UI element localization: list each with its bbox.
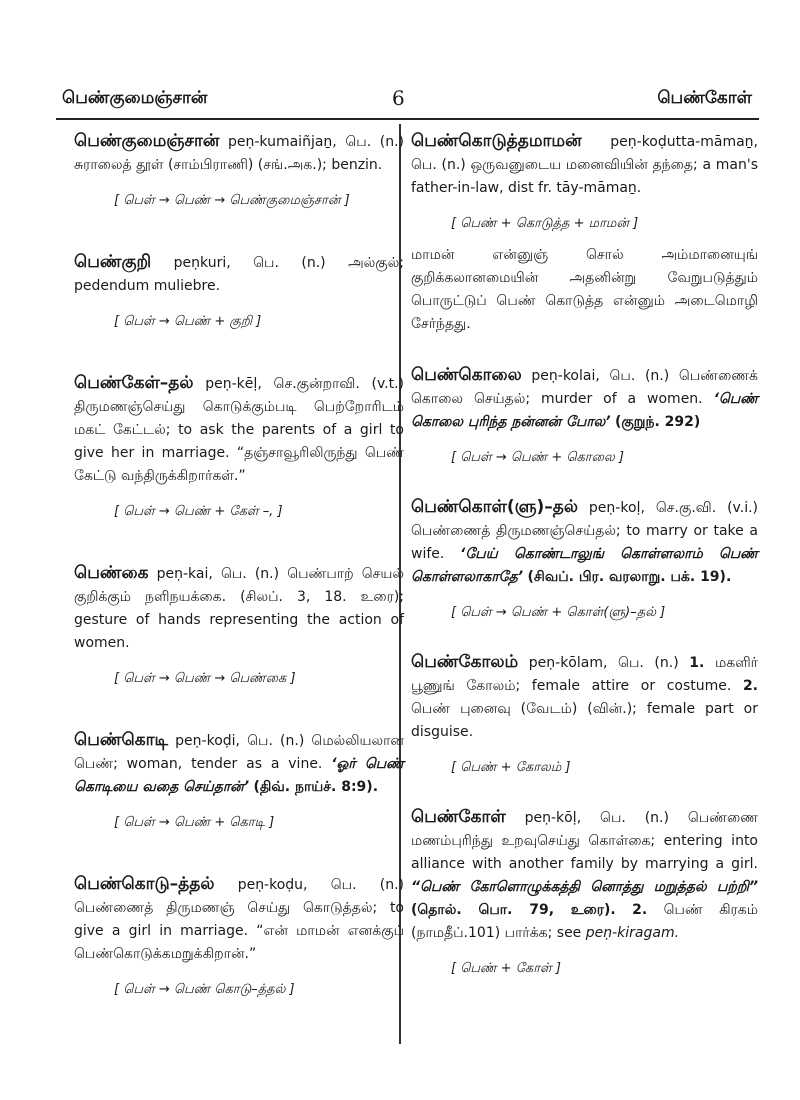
page-number: 6 [392, 86, 405, 110]
definition: பெ. (n.) ஒருவனுடைய மனைவியின் தந்தை; a man's father-in-law, dist fr. tāy-māmaṉ. [411, 157, 758, 196]
transliteration: peṇ-kōḷ, [524, 810, 582, 826]
quotation: ‘பேய் கொண்டாலுங் கொள்ளலாம் பெண் கொள்ளலாகாதே’ [411, 546, 758, 585]
dictionary-entry [74, 251, 404, 332]
header-guide-word-left: பெண்குமைஞ்சான் [62, 88, 208, 108]
entry-text [411, 364, 758, 434]
headword: பெண்கொடு–த்தல் [74, 874, 215, 894]
dictionary-entry [74, 130, 404, 211]
transliteration: peṇ-koḍutta-māmaṉ, [610, 134, 758, 150]
entry-text [74, 130, 404, 177]
definition: பெ. (n.) மெல்லியலான பெண்; woman, tender as a vine. [74, 733, 404, 772]
dictionary-entry [74, 562, 404, 689]
etymology: [ பெண் + கோலம் ] [451, 760, 571, 775]
entry-text [411, 496, 758, 589]
sense-number: 1. [689, 655, 705, 671]
definition: பெண் புனைவு (வேடம்) (வின்.); female part or disguise. [411, 701, 758, 740]
header-guide-word-right: பெண்கோள் [657, 88, 752, 108]
sense-number: 2. [742, 678, 758, 694]
etymology: [ பெள் → பெண் + குறி ] [114, 314, 262, 329]
etymology: [ பெள் → பெண் + கொடி ] [114, 815, 275, 830]
dictionary-entry [411, 806, 758, 979]
quotation: ‘ஓர் பெண் கொடியை வதை செய்தான்’ [74, 756, 405, 795]
headword: பெண்குறி [74, 252, 152, 272]
entry-text [74, 372, 404, 488]
dictionary-entry [74, 873, 404, 1000]
dictionary-entry [74, 372, 404, 522]
etymology: [ பெள் → பெண் கொடு–த்தல் ] [114, 982, 295, 997]
citation-source: (குறுந். 292) [615, 414, 701, 430]
headword: பெண்கொடி [74, 730, 169, 750]
etymology: [ பெண் + கோள் ] [451, 961, 561, 976]
definition: பெ. (n.) பெண்ணை மணம்புரிந்து உறவுசெய்து கொள்கை; entering into alliance with another family by marrying a girl. [411, 810, 759, 872]
left-column [74, 130, 404, 1000]
definition-prefix: பெ. (n.) [618, 655, 690, 671]
definition: பெ. (n.) பெண்பாற் செயல் குறிக்கும் நளிநயக்கை. (சிலப். 3, 18. உரை); gesture of hands representing the action of women. [74, 566, 404, 651]
dictionary-entry [411, 364, 758, 468]
entry-text [411, 806, 758, 945]
definition: மகளிர் பூணுங் கோலம்; female attire or costume. [411, 655, 758, 694]
etymology: [ பெள் → பெண் → பெண்கை ] [114, 671, 296, 686]
definition: பெ. (n.) சுராலைத் தூள் (சாம்பிராணி) (சங்.அக.); benzin. [74, 134, 405, 173]
dictionary-entry [74, 729, 404, 833]
transliteration: peṇ-koḍu, [237, 877, 308, 893]
entry-text [74, 873, 404, 966]
etymology: [ பெள் → பெண் → பெண்குமைஞ்சான் ] [114, 193, 350, 208]
definition: பெ. (n.) பெண்ணைத் திருமணஞ் செய்து கொடுத்தல்; to give a girl in marriage. “என் மாமன் எனக்குப் பெண்கொடுக்கமறுக்கிறான்.” [74, 877, 405, 962]
dictionary-entry [411, 651, 758, 778]
quotation: “பெண் கோளொழுக்கத்தி னொத்து மறுத்தல் பற்றி” [411, 879, 758, 895]
transliteration: peṇ-koḍi, [175, 733, 240, 749]
transliteration: peṇ-kōlam, [528, 655, 608, 671]
headword: பெண்கொலை [411, 365, 522, 385]
headword: பெண்கொடுத்தமாமன் [411, 131, 582, 151]
sense-number: 2. [632, 902, 648, 918]
usage-note: மாமன் என்னுஞ் சொல் அம்மானையுங் குறிக்கலானமையின் அதனின்று வேறுபடுத்தும் பொருட்டுப் பெண் கொடுத்த என்னும் அடைமொழி சேர்ந்தது. [411, 247, 758, 332]
transliteration: peṇ-koḷ, [588, 500, 645, 516]
quotation: ‘பெண் கொலை புரிந்த நன்னன் போல’ [411, 391, 759, 430]
entry-text [411, 130, 758, 200]
page-header [0, 0, 800, 120]
entry-text [411, 651, 758, 744]
cross-reference: peṇ-kiragam. [585, 925, 680, 941]
headword: பெண்கேள்–தல் [74, 373, 194, 393]
headword: பெண்கோள் [411, 807, 506, 827]
definition: பெ. (n.) பெண்ணைக் கொலை செய்தல்; murder of a women. [411, 368, 759, 407]
headword: பெண்கை [74, 563, 149, 583]
etymology: [ பெள் → பெண் + கொலை ] [451, 450, 624, 465]
headword: பெண்கோலம் [411, 652, 519, 672]
definition: பெண் கிரகம் (நாமதீப்.101) பார்க்க; see [411, 902, 759, 941]
headword: பெண்குமைஞ்சான் [74, 131, 220, 151]
transliteration: peṇ-kolai, [531, 368, 600, 384]
transliteration: peṇ-kai, [156, 566, 213, 582]
entry-text [74, 251, 404, 298]
definition: செ.கு.வி. (v.i.) பெண்ணைத் திருமணஞ்செய்தல்; to marry or take a wife. [411, 500, 758, 562]
entry-text [74, 729, 404, 799]
transliteration: peṇkuri, [173, 255, 231, 271]
etymology: [ பெள் → பெண் + கொள்(ளு)–தல் ] [451, 605, 666, 620]
definition: செ.குன்றாவி. (v.t.) திருமணஞ்செய்து கொடுக்கும்படி பெற்றோரிடம் மகட் கேட்டல்; to ask the parents of a girl to give her in marriage. “தஞ்சாவூரிலிருந்து பெண் கேட்டு வந்திருக்கிறார்கள்.” [74, 376, 405, 484]
headword: பெண்கொள்(ளு)–தல் [411, 497, 578, 517]
transliteration: peṇ-kumaiñjaṉ, [227, 134, 337, 150]
etymology: [ பெண் + கொடுத்த + மாமன் ] [451, 216, 639, 231]
citation-source: (தொல். பொ. 79, உரை). [411, 902, 616, 918]
citation-source: (திவ். நாய்ச். 8:9). [253, 779, 379, 795]
etymology: [ பெள் → பெண் + கேள் –, ] [114, 504, 283, 519]
transliteration: peṇ-kēḷ, [205, 376, 262, 392]
header-rule [56, 118, 759, 120]
dictionary-entry [411, 130, 758, 336]
dictionary-entry [411, 496, 758, 623]
citation-source: (சிவப். பிர. வரலாறு. பக். 19). [527, 569, 732, 585]
definition: பெ. (n.) அல்குல்; pedendum muliebre. [74, 255, 404, 294]
entry-text [74, 562, 404, 655]
right-column [411, 130, 758, 979]
